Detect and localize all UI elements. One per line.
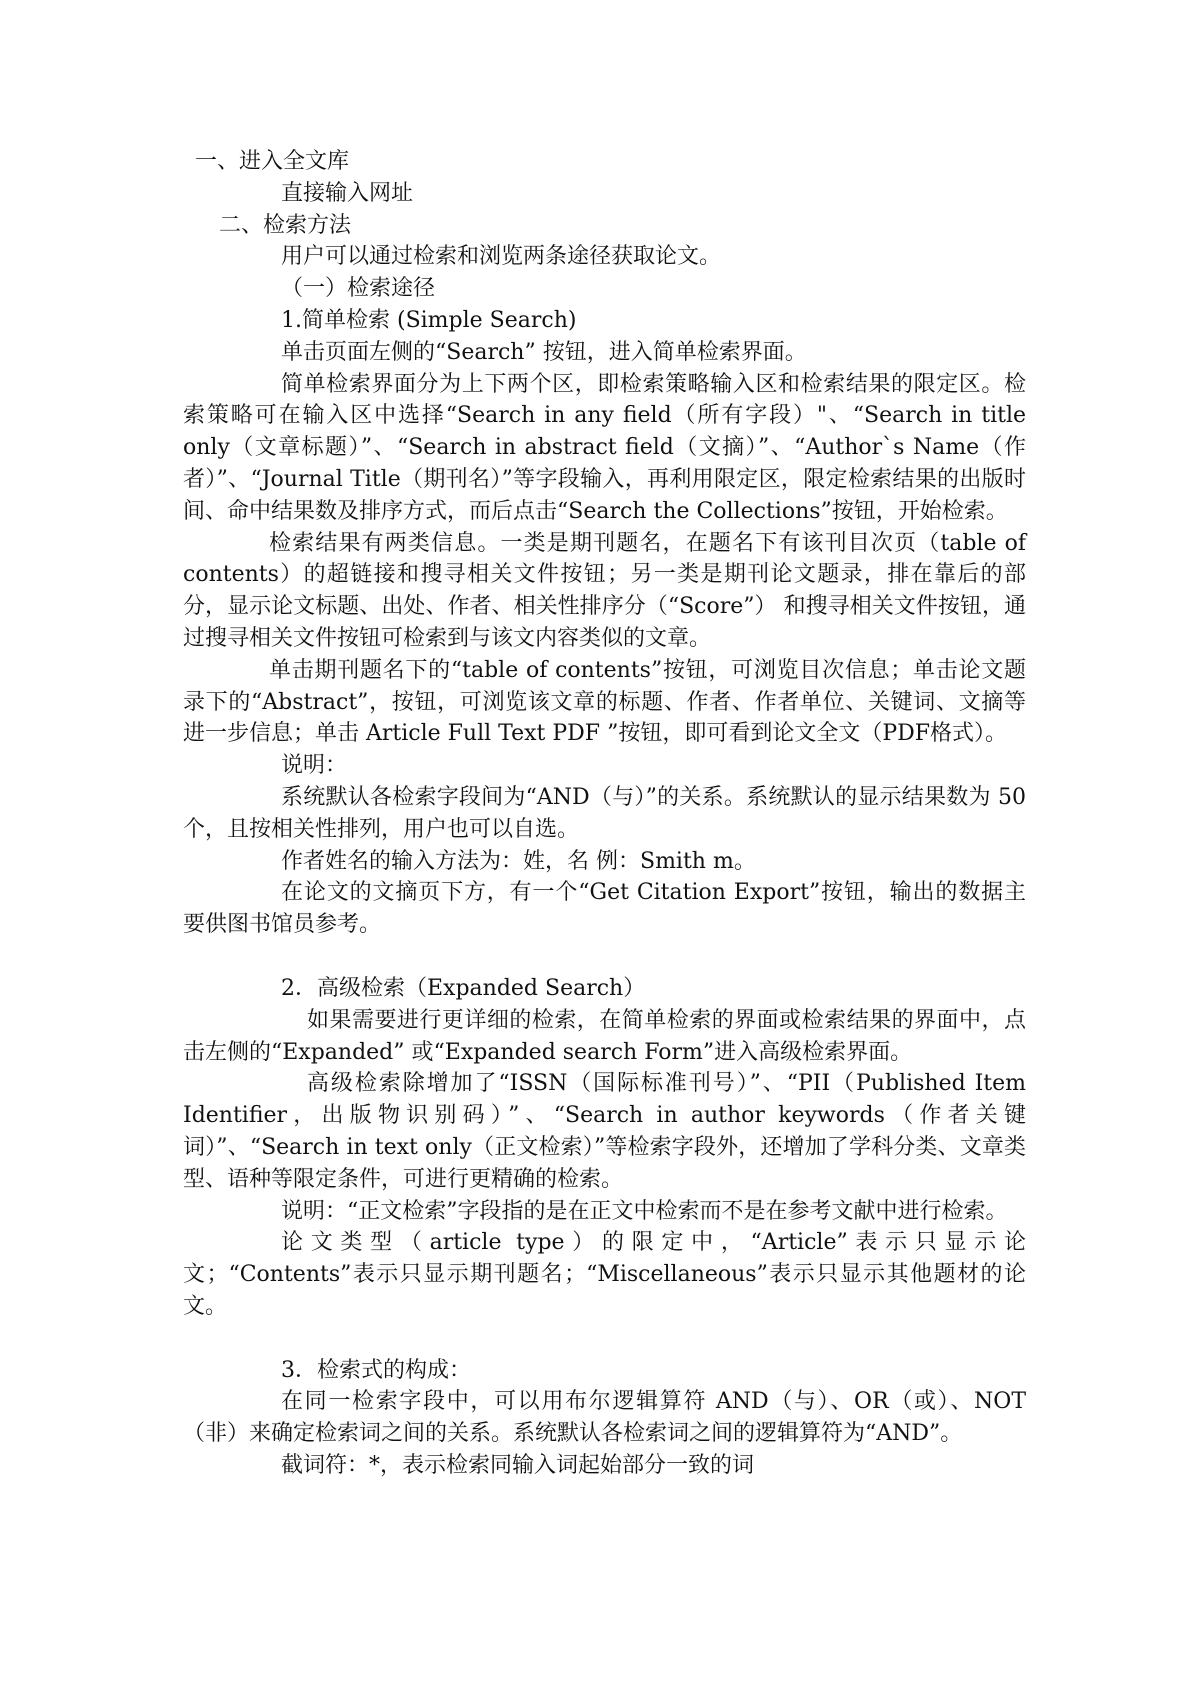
simple-search-title: 1.简单检索 (Simple Search) — [281, 307, 577, 333]
section-heading-search-methods: 二、检索方法 — [219, 212, 352, 238]
truncation-symbol-text: 截词符：*，表示检索同输入词起始部分一致的词 — [281, 1453, 755, 1479]
search-results-paragraph: 检索结果有两类信息。一类是期刊题名，在题名下有该刊目次页（table of contents）的超链接和搜寻相关文件按钮；另一类是期刊论文题录，排在靠后的部分，显示论文标题、出处、作者、相关性排序分（“Score”） 和搜寻相关文件按钮，通过搜寻相关文件按钮可检索到与该文内容类似的文章。 — [183, 530, 1026, 651]
subsection-heading-search-paths: （一）检索途径 — [281, 276, 436, 302]
expanded-search-fields-paragraph: 高级检索除增加了“ISSN（国际标准刊号）”、“PII（Published Item Identifier，出版物识别码）”、“Search in author keywords（作者关键词）”、“Search in text only（正文检索）”等检索字段外，还增加了学科分类、文章类型、语种等限定条件，可进行更精确的检索。 — [183, 1071, 1026, 1192]
citation-export-paragraph: 在论文的文摘页下方，有一个“Get Citation Export”按钮，输出的数据主要供图书馆员参考。 — [183, 880, 1026, 938]
document-body — [183, 146, 1026, 1482]
expanded-search-entry-paragraph: 如果需要进行更详细的检索，在简单检索的界面或检索结果的界面中，点击左侧的“Expanded” 或“Expanded search Form”进入高级检索界面。 — [183, 1007, 1026, 1065]
full-text-search-note-paragraph: 说明：“正文检索”字段指的是在正文中检索而不是在参考文献中进行检索。 — [281, 1198, 1008, 1224]
intro-text: 用户可以通过检索和浏览两条途径获取论文。 — [281, 244, 722, 270]
section-heading-enter-database: 一、进入全文库 — [195, 149, 350, 174]
simple-search-step: 单击页面左侧的“Search” 按钮，进入简单检索界面。 — [281, 339, 807, 365]
paragraph-gap — [183, 1323, 1026, 1355]
expanded-search-title: 2．高级检索（Expanded Search） — [281, 975, 646, 1001]
article-type-paragraph: 论文类型（article type）的限定中，“Article”表示只显示论文；“Contents”表示只显示期刊题名；“Miscellaneous”表示只显示其他题材的论文。 — [183, 1230, 1026, 1319]
boolean-operators-paragraph: 在同一检索字段中，可以用布尔逻辑算符 AND（与）、OR（或）、NOT（非）来确定检索词之间的关系。系统默认各检索词之间的逻辑算符为“AND”。 — [183, 1389, 1026, 1447]
browse-contents-paragraph: 单击期刊题名下的“table of contents”按钮，可浏览目次信息；单击论文题录下的“Abstract”，按钮，可浏览该文章的标题、作者、作者单位、关键词、文摘等进一步信息；单击 Article Full Text PDF ”按钮，即可看到论文全文（PDF格式）。 — [183, 657, 1026, 747]
default-settings-paragraph: 系统默认各检索字段间为“AND（与）”的关系。系统默认的显示结果数为 50 个，且按相关性排列，用户也可以自选。 — [183, 784, 1026, 842]
note-label: 说明： — [281, 753, 348, 779]
author-name-format-text: 作者姓名的输入方法为：姓，名 例：Smith m。 — [281, 848, 756, 874]
simple-search-interface-paragraph: 简单检索界面分为上下两个区，即检索策略输入区和检索结果的限定区。检索策略可在输入区中选择“Search in any field（所有字段）"、“Search in title only（文章标题）”、“Search in abstract field（文摘）”、“Author`s Name（作者）”、“Journal Title（期刊名）”等字段输入，再利用限定区，限定检索结果的出版时间、命中结果数及排序方式，而后点击“Search the Collections”按钮，开始检索。 — [183, 371, 1026, 524]
paragraph-gap — [183, 941, 1026, 973]
direct-url-text: 直接输入网址 — [281, 180, 414, 206]
query-construction-title: 3．检索式的构成： — [281, 1357, 471, 1383]
